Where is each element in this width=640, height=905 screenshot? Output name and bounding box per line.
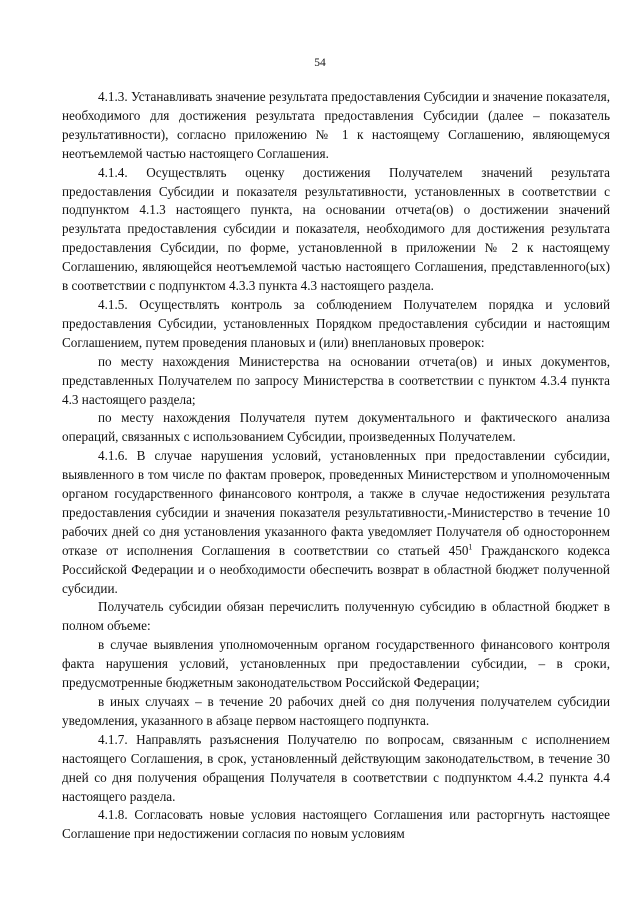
paragraph-4-1-6-text-cont: Гражданского кодекса Российской Федерации и о необходимости обеспечить возврат в областной бюджет полученной субсидии. [62,542,611,596]
paragraph-4-1-6 [62,447,610,598]
paragraph-refund-case-1: в случае выявления уполномоченным органом государственного финансового контроля факта нарушения условий, установленных при предоставлении субсидии, – в сроки, предусмотренные бюджетным законодательством Российской Федерации; [62,637,610,691]
footnote-superscript: 1 [468,542,473,552]
paragraph-4-1-5: 4.1.5. Осуществлять контроль за соблюдением Получателем порядка и условий предоставления Субсидии, установленных Порядком предоставления субсидии и настоящим Соглашением, путем проведения плановых и (или) внеплановых проверок: [62,296,610,350]
paragraph-refund-case-2: в иных случаях – в течение 20 рабочих дней со дня получения получателем субсидии уведомления, указанного в абзаце первом настоящего подпункта. [62,694,610,728]
page-number: 54 [314,57,326,69]
paragraph-4-1-6-text: 4.1.6. В случае нарушения условий, установленных при предоставлении субсидии, выявленного в том числе по фактам проверок, проведенных Министерством и уполномоченным органом государственного финансового контроля, а также в случае недостижения результата предоставления субсидии и значения показателя результативности,-Министерство в течение 10 рабочих дней со дня установления указанного факта уведомляет Получателя об одностороннем отказе от исполнения Соглашения в соответствии со статьей 450 [62,448,610,558]
paragraph-4-1-5-item-1: по месту нахождения Министерства на основании отчета(ов) и иных документов, представленных Получателем по запросу Министерства в соответствии с пунктом 4.3.4 пункта 4.3 настоящего раздела; [62,353,610,407]
paragraph-4-1-3: 4.1.3. Устанавливать значение результата предоставления Субсидии и значение показателя, необходимого для достижения результата предоставления Субсидии (далее – показатель результативности), согласно приложению № 1 к настоящему Соглашению, являющемуся неотъемлемой частью настоящего Соглашения. [62,89,610,161]
paragraph-4-1-4: 4.1.4. Осуществлять оценку достижения Получателем значений результата предоставления Субсидии и показателя результативности, установленных в соответствии с подпунктом 4.1.3 настоящего пункта, на основании отчета(ов) о достижении значений результата предоставления субсидии и показателя, необходимого для достижения результата предоставления Субсидии, по форме, установленной в приложении № 2 к настоящему Соглашению, являющейся неотъемлемой частью настоящего Соглашения, представленного(ых) в соответствии с подпунктом 4.3.3 пункта 4.3 настоящего раздела. [62,164,610,294]
paragraph-4-1-7: 4.1.7. Направлять разъяснения Получателю по вопросам, связанным с исполнением настоящего Соглашения, в срок, установленный действующим законодательством, в течение 30 дней со дня получения обращения Получателя в соответствии с подпунктом 4.4.2 пункта 4.4 настоящего раздела. [62,731,610,804]
paragraph-4-1-5-item-2: по месту нахождения Получателя путем документального и фактического анализа операций, связанных с использованием Субсидии, произведенных Получателем. [62,410,610,445]
document-body [62,88,610,844]
paragraph-4-1-8: 4.1.8. Согласовать новые условия настоящего Соглашения или расторгнуть настоящее Соглашение при недостижении согласия по новым условиям [62,807,610,842]
paragraph-refund-obligation: Получатель субсидии обязан перечислить полученную субсидию в областной бюджет в полном объеме: [62,599,610,634]
